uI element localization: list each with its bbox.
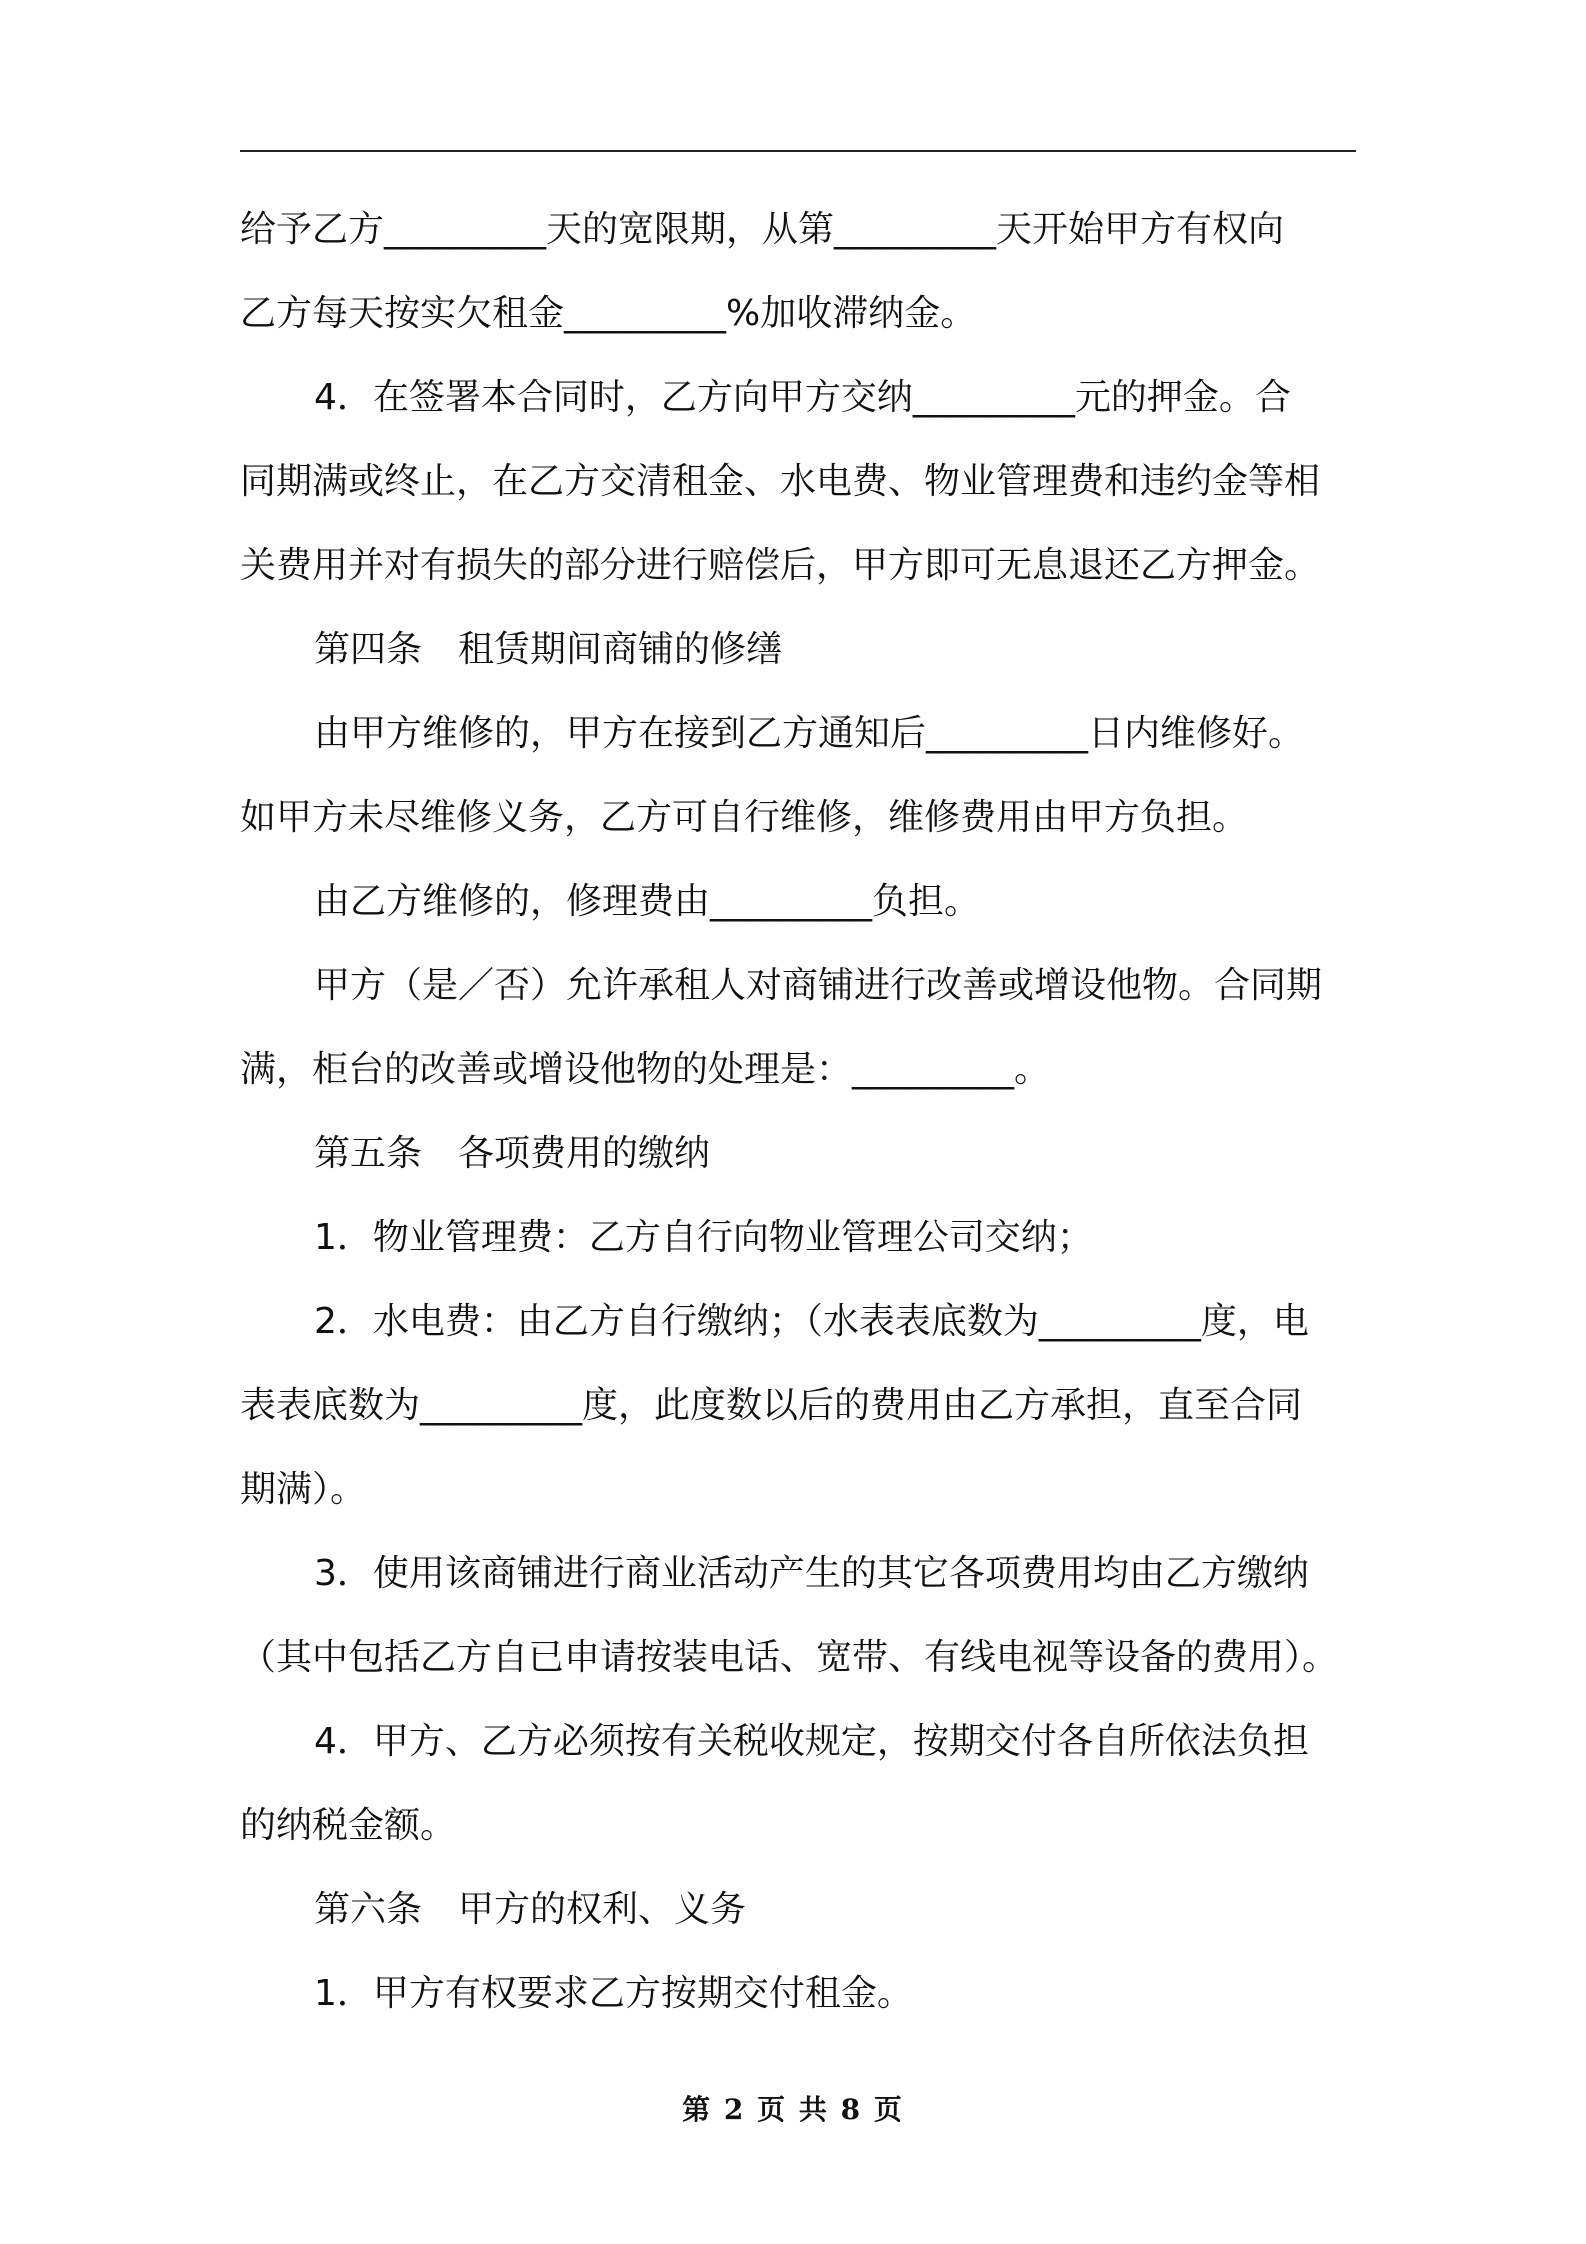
text-line-3: 4．在签署本合同时，乙方向甲方交纳_________元的押金。合 — [314, 377, 1291, 418]
text-line-4: 同期满或终止，在乙方交清租金、水电费、物业管理费和违约金等相 — [240, 461, 1321, 502]
text-line-20: 的纳税金额。 — [240, 1805, 457, 1846]
section-heading-article-5: 第五条 各项费用的缴纳 — [314, 1133, 711, 1174]
text-line-15: 表表底数为_________度，此度数以后的费用由乙方承担，直至合同 — [240, 1385, 1303, 1426]
text-line-22: 1．甲方有权要求乙方按期交付租金。 — [314, 1973, 913, 2014]
text-line-17: 3．使用该商铺进行商业活动产生的其它各项费用均由乙方缴纳 — [314, 1553, 1309, 1594]
page-number: 第 2 页 共 8 页 — [682, 2093, 904, 2126]
text-line-7: 由甲方维修的，甲方在接到乙方通知后_________日内维修好。 — [314, 713, 1305, 754]
text-line-2: 乙方每天按实欠租金_________%加收滞纳金。 — [240, 293, 977, 334]
text-line-14: 2．水电费：由乙方自行缴纳；（水表表底数为_________度，电 — [314, 1301, 1309, 1342]
text-line-18: （其中包括乙方自已申请按装电话、宽带、有线电视等设备的费用）。 — [240, 1637, 1339, 1678]
section-heading-article-6: 第六条 甲方的权利、义务 — [314, 1889, 747, 1930]
text-line-5: 关费用并对有损失的部分进行赔偿后，甲方即可无息退还乙方押金。 — [240, 545, 1321, 586]
text-line-10: 甲方（是／否）允许承租人对商铺进行改善或增设他物。合同期 — [314, 965, 1323, 1006]
text-line-19: 4．甲方、乙方必须按有关税收规定，按期交付各自所依法负担 — [314, 1721, 1309, 1762]
text-line-16: 期满）。 — [240, 1469, 367, 1510]
section-heading-article-4: 第四条 租赁期间商铺的修缮 — [314, 629, 783, 670]
contract-body — [240, 202, 1356, 2050]
text-line-8: 如甲方未尽维修义务，乙方可自行维修，维修费用由甲方负担。 — [240, 797, 1249, 838]
header-rule — [240, 150, 1356, 152]
text-line-1: 给予乙方_________天的宽限期，从第_________天开始甲方有权向 — [240, 209, 1285, 250]
text-line-11: 满，柜台的改善或增设他物的处理是：_________。 — [240, 1049, 1051, 1090]
text-line-9: 由乙方维修的，修理费由_________负担。 — [314, 881, 981, 922]
text-line-13: 1．物业管理费：乙方自行向物业管理公司交纳； — [314, 1217, 1093, 1258]
